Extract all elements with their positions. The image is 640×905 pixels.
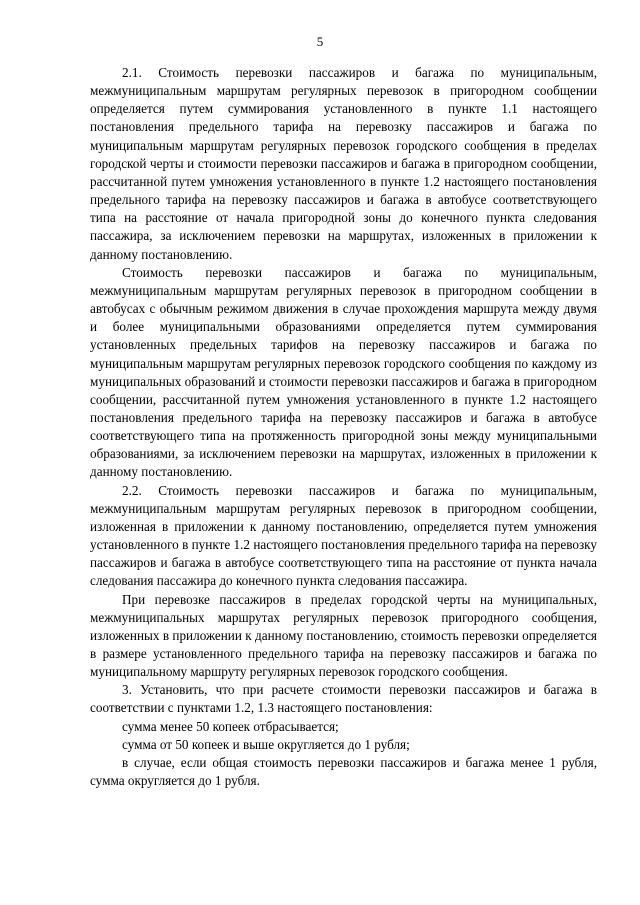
paragraph-2-1-continued: Стоимость перевозки пассажиров и багажа по муниципальным, межмуниципальным маршрутам регулярных перевозок в пригородном сообщении в автобусах с обычным режимом движения в случае прохождения маршрута между двумя и более муниципальными образованиями определяется путем суммирования установленных предельных тарифов на перевозку пассажиров и багажа по муниципальным маршрутам регулярных перевозок городского сообщения по каждому из муниципальных образований и стоимости перевозки пассажиров и багажа в пригородном сообщении, рассчитанной путем умножения установленного в пункте 1.2 настоящего постановления предельного тарифа на перевозку пассажиров и багажа в автобусе соответствующего типа на протяженность пригородной зоны между муниципальными образованиями, за исключением перевозки на маршрутах, изложенных в приложении к данному постановлению. [90,264,597,480]
rounding-rule-1: сумма менее 50 копеек отбрасывается; [122,718,339,734]
paragraph-2-1: 2.1. Стоимость перевозки пассажиров и багажа по муниципальным, межмуниципальным маршрутам регулярных перевозок в пригородном сообщении определяется путем суммирования установленного в пункте 1.1 настоящего постановления предельного тарифа на перевозку пассажиров и багажа по муниципальным маршрутам регулярных перевозок городского сообщения в пределах городской черты и стоимости перевозки пассажиров и багажа в пригородном сообщении, рассчитанной путем умножения установленного в пункте 1.2 настоящего постановления предельного тарифа на перевозку пассажиров и багажа в автобусе соответствующего типа на расстояние от начала пригородной зоны до конечного пункта следования пассажира, за исключением перевозки на маршрутах, изложенных в приложении к данному постановлению. [90,65,597,262]
page-number: 5 [316,34,324,49]
document-body [90,64,597,790]
paragraph-2-2-continued: При перевозке пассажиров в пределах городской черты на муниципальных, межмуниципальных маршрутах регулярных перевозок пригородного сообщения, изложенных в приложении к данному постановлению, стоимость перевозки определяется в размере установленного предельного тарифа на перевозку пассажиров и багажа по муниципальному маршруту регулярных перевозок городского сообщения. [90,591,597,680]
paragraph-2-2: 2.2. Стоимость перевозки пассажиров и багажа по муниципальным, межмуниципальным маршрутам регулярных перевозок в пригородном сообщении, изложенная в приложении к данному постановлению, определяется путем умножения установленного в пункте 1.2 настоящего постановления предельного тарифа на перевозку пассажиров и багажа в автобусе соответствующего типа на расстояние от пункта начала следования пассажира до конечного пункта следования пассажира. [90,482,597,589]
rounding-rule-3: в случае, если общая стоимость перевозки пассажиров и багажа менее 1 рубля, сумма округляется до 1 рубля. [90,754,597,789]
rounding-rule-2: сумма от 50 копеек и выше округляется до 1 рубля; [122,736,410,752]
paragraph-3: 3. Установить, что при расчете стоимости перевозки пассажиров и багажа в соответствии с пунктами 1.2, 1.3 настоящего постановления: [90,682,597,716]
